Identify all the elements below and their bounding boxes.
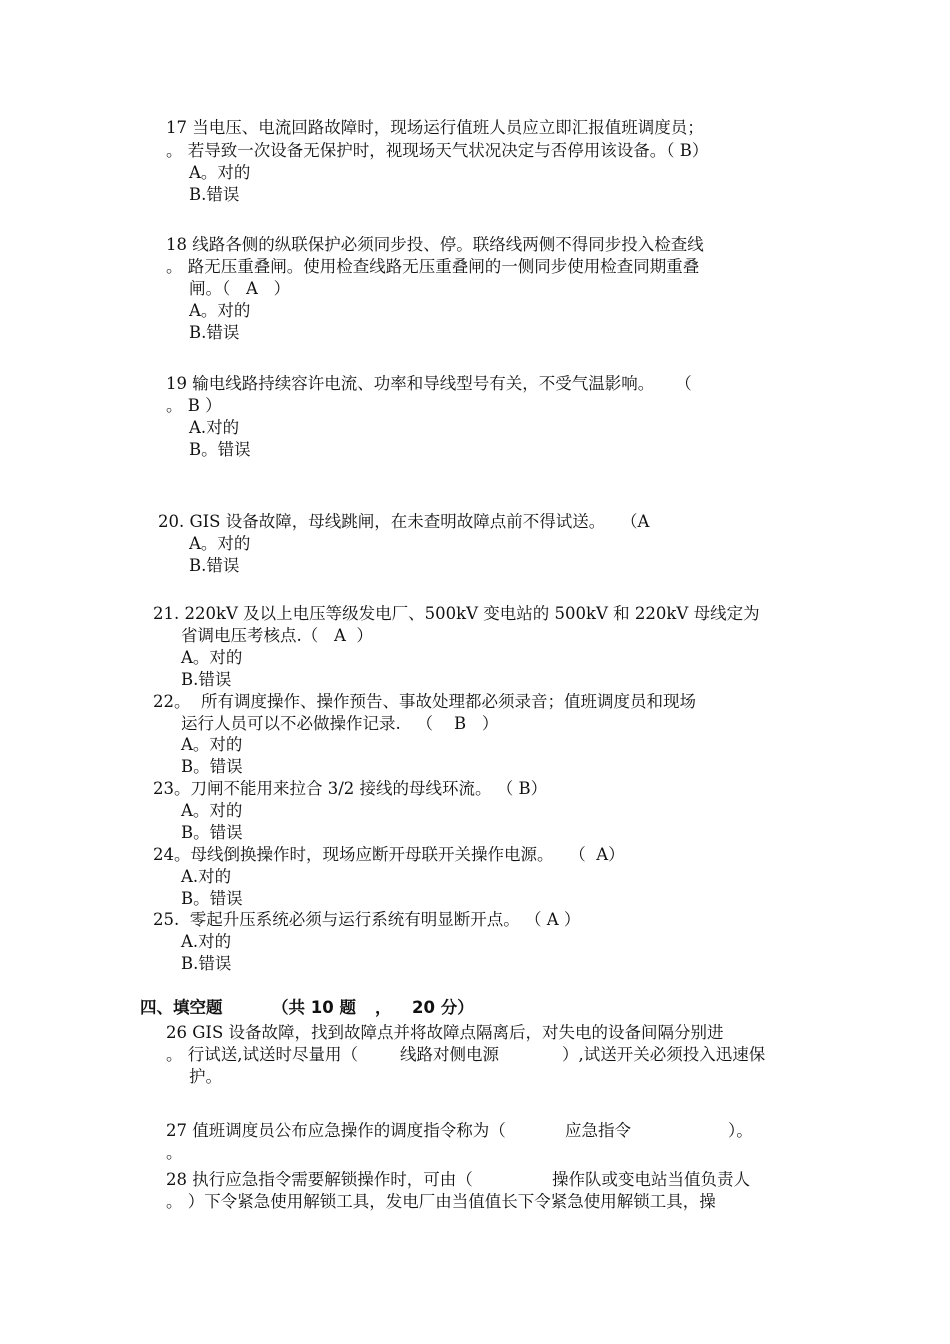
q18-line-1: 18 线路各侧的纵联保护必须同步投、停。联络线两侧不得同步投入检查线 <box>166 235 704 254</box>
q19-option-b: B。错误 <box>189 440 251 459</box>
q21-option-b: B.错误 <box>181 670 232 689</box>
q23-option-b: B。错误 <box>181 823 243 842</box>
q21-line-1: 21. 220kV 及以上电压等级发电厂、500kV 变电站的 500kV 和 220kV 母线定为 <box>153 604 760 623</box>
q28-line-1-pre: 28 执行应急指令需要解锁操作时，可由（ <box>166 1170 473 1189</box>
q24-option-a: A.对的 <box>181 867 232 886</box>
q28-answer: 操作队或变电站当值负责人 <box>552 1170 750 1189</box>
q22-option-a: A。对的 <box>181 735 243 754</box>
q18-option-b: B.错误 <box>189 323 240 342</box>
q27-line-2: 。 <box>166 1143 183 1162</box>
q22-option-b: B。错误 <box>181 757 243 776</box>
q17-line-1: 17 当电压、电流回路故障时，现场运行值班人员应立即汇报值班调度员； <box>166 118 704 137</box>
q26-answer: 线路对侧电源 <box>400 1045 499 1064</box>
q21-option-a: A。对的 <box>181 648 243 667</box>
q27-answer: 应急指令 <box>565 1121 631 1140</box>
q17-option-b: B.错误 <box>189 185 240 204</box>
q23-option-a: A。对的 <box>181 801 243 820</box>
q19-line-1: 19 输电线路持续容许电流、功率和导线型号有关，不受气温影响。 （ <box>166 374 692 393</box>
q25-option-b: B.错误 <box>181 954 232 973</box>
q17-option-a: A。对的 <box>189 163 251 182</box>
q26-line-2-pre: 。 行试送,试送时尽量用（ <box>166 1045 358 1064</box>
q27-line-1-post: ）。 <box>728 1121 753 1140</box>
q19-option-a: A.对的 <box>189 418 240 437</box>
q21-line-2: 省调电压考核点.（ A ） <box>181 626 373 645</box>
q20-option-b: B.错误 <box>189 556 240 575</box>
q22-line-2: 运行人员可以不必做操作记录. （ B ） <box>181 714 499 733</box>
q25-line-1: 25. 零起升压系统必须与运行系统有明显断开点。 （ A ） <box>153 910 581 929</box>
q24-option-b: B。错误 <box>181 889 243 908</box>
q26-line-2-post: ）,试送开关必须投入迅速保 <box>562 1045 766 1064</box>
q26-line-3: 护。 <box>189 1067 222 1086</box>
q20-option-a: A。对的 <box>189 534 251 553</box>
q25-option-a: A.对的 <box>181 932 232 951</box>
q28-line-2: 。 ）下令紧急使用解锁工具，发电厂由当值值长下令紧急使用解锁工具，操 <box>166 1192 716 1211</box>
q24-line-1: 24。母线倒换操作时，现场应断开母联开关操作电源。 （ A） <box>153 845 625 864</box>
q23-line-1: 23。刀闸不能用来拉合 3/2 接线的母线环流。 （ B） <box>153 779 548 798</box>
section-4-count: （共 10 题 <box>272 998 356 1017</box>
q20-line-1: 20. GIS 设备故障，母线跳闸，在未查明故障点前不得试送。 （A <box>158 512 650 531</box>
q18-option-a: A。对的 <box>189 301 251 320</box>
q27-line-1-pre: 27 值班调度员公布应急操作的调度指令称为（ <box>166 1121 506 1140</box>
q22-line-1: 22。 所有调度操作、操作预告、事故处理都必须录音；值班调度员和现场 <box>153 692 696 711</box>
q18-line-2: 。 路无压重叠闸。使用检查线路无压重叠闸的一侧同步使用检查同期重叠 <box>166 257 700 276</box>
q19-line-2: 。 B ） <box>166 396 222 415</box>
q17-line-2: 。 若导致一次设备无保护时，视现场天气状况决定与否停用该设备。（ B） <box>166 141 709 160</box>
q18-line-3: 闸。（ A ） <box>189 279 291 298</box>
q26-line-1: 26 GIS 设备故障，找到故障点并将故障点隔离后，对失电的设备间隔分别进 <box>166 1023 724 1042</box>
section-4-title: 四、填空题 <box>140 998 223 1017</box>
section-4-score: 20 分） <box>412 998 474 1017</box>
section-4-comma: ， <box>375 998 392 1017</box>
